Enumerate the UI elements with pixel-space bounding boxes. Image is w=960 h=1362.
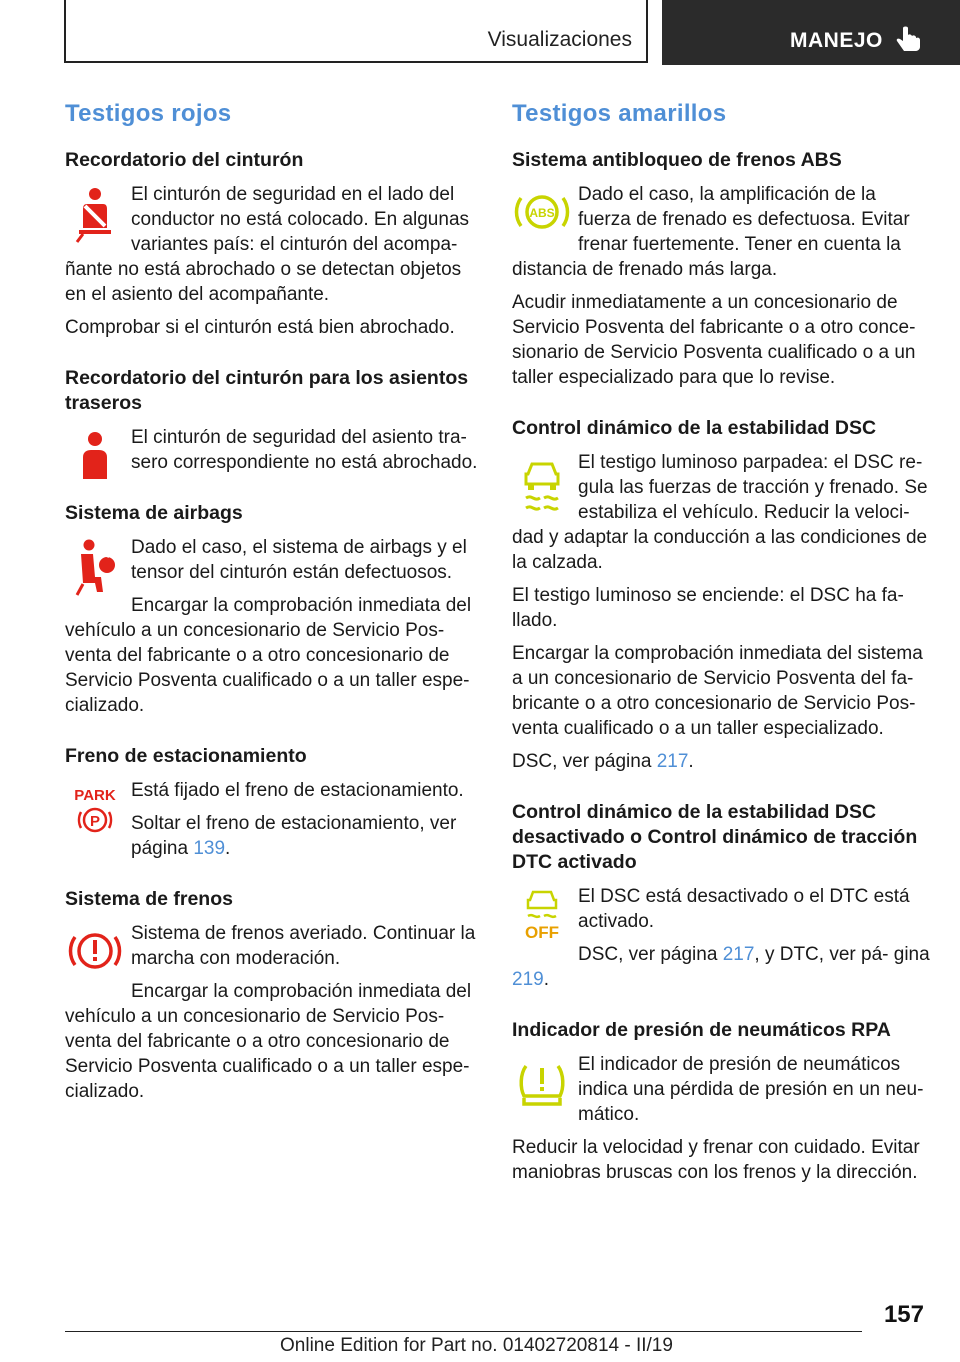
dsc-off-icon-label: OFF [525,923,559,942]
entry-text: DSC, ver página 217, y DTC, ver pá‐ gina 219. [512,944,930,990]
dsc-icon [512,452,578,518]
abs-icon-label: ABS [529,206,555,220]
entry-text: Encargar la comprobación inmediata del sistema a un concesionario de Servicio Posventa del fa‐ bricante o a otro concesionario de Servicio Pos‐ venta cualificado o a un taller especializado. [512,643,923,739]
section-box [64,0,648,63]
entry-heading: Sistema de airbags [65,502,243,524]
entry-heading: Control dinámico de la estabilidad DSC desactivado o Control dinámico de tracción DTC activado [512,801,918,873]
page-link-139[interactable]: 139 [193,838,226,859]
section-title: Visualizaciones [487,28,632,51]
footer-edition: Online Edition for Part no. 01402720814 - II/19 [280,1335,673,1356]
entry-heading: Recordatorio del cinturón [65,149,304,171]
entry-heading: Sistema antibloqueo de frenos ABS [512,149,842,171]
page-link-217[interactable]: 217 [656,751,689,772]
entry-text: Comprobar si el cinturón está bien abrochado. [65,317,455,338]
entry-seatbelt [65,148,483,340]
entry-text: Dado el caso, la amplificación de la fuerza de frenado es defectuosa. Evitar frenar fuertemente. Tener en cuenta la distancia de frenado más larga. [512,184,910,280]
entry-heading: Control dinámico de la estabilidad DSC [512,417,877,439]
entry-heading: Recordatorio del cinturón para los asientos traseros [65,367,469,414]
entry-rear-seatbelt [65,366,483,475]
page-header [0,0,960,66]
entry-text: Reducir la velocidad y frenar con cuidado. Evitar maniobras bruscas con los frenos y la dirección. [512,1137,920,1183]
entry-text: Está fijado el freno de estacionamiento. [131,780,464,801]
entry-dsc-off [512,800,930,992]
entry-heading: Freno de estacionamiento [65,745,307,767]
entry-text: Acudir inmediatamente a un concesionario de Servicio Posventa del fabricante o a otro conce‐ sionario de Servicio Posventa cualificado o a un taller especializado para que lo revise. [512,292,916,388]
section-heading-yellow: Testigos amarillos [512,100,727,127]
entry-heading: Sistema de frenos [65,888,233,910]
chapter-tab-label: MANEJO [790,29,883,52]
entry-text: El cinturón de seguridad del asiento tra‐ sero correspondiente no está abrochado. [131,427,478,473]
entry-brake-system [65,887,483,1104]
dsc-off-icon [512,886,578,952]
parking-icon-label: PARK [74,787,116,804]
entry-text: Encargar la comprobación inmediata del vehículo a un concesionario de Servicio Pos‐ venta del fabricante o a otro concesionario de Servicio Posventa cualificado o a un taller espe‐ cializado. [65,595,472,716]
entry-text: El testigo luminoso se enciende: el DSC ha fa‐ llado. [512,585,904,631]
rear-seat-occupant-icon [65,427,131,493]
entry-parking-brake [65,744,483,861]
page-number: 157 [883,1301,924,1328]
entry-text: El DSC está desactivado o el DTC está activado. [578,886,910,932]
parking-icon-letter: P [89,813,101,830]
abs-icon [512,184,578,250]
page-link-217[interactable]: 217 [722,944,755,965]
left-column [65,100,483,1130]
section-heading-red: Testigos rojos [65,100,232,127]
entry-text: El cinturón de seguridad en el lado del conductor no está colocado. En algunas variantes país: el cinturón del acompa‐ ñante no está abrochado o se detectan objetos en el asiento del acompañante. [65,184,470,305]
airbag-icon [65,537,131,603]
entry-airbag [65,501,483,718]
entry-abs [512,148,930,390]
right-column [512,100,930,1211]
entry-text: Dado el caso, el sistema de airbags y el tensor del cinturón están defectuosos. [131,537,467,583]
pointing-hand-icon [894,24,924,56]
entry-text: Sistema de frenos averiado. Continuar la marcha con moderación. [131,923,476,969]
entry-dsc [512,416,930,774]
tire-pressure-icon [512,1054,578,1120]
entry-text: El testigo luminoso parpadea: el DSC re‐ gula las fuerzas de tracción y frenado. Se estabiliza el vehículo. Reducir la veloci‐ dad y adaptar la conducción a las condiciones de la calzada. [512,452,928,573]
entry-text: El indicador de presión de neumáticos indica una pérdida de presión en un neu‐ mático. [578,1054,924,1125]
seatbelt-icon [65,184,131,250]
brake-warning-icon [65,923,131,989]
entry-heading: Indicador de presión de neumáticos RPA [512,1019,891,1041]
footer-divider [65,1331,862,1332]
parking-brake-icon [65,780,131,846]
entry-text: Encargar la comprobación inmediata del vehículo a un concesionario de Servicio Pos‐ venta del fabricante o a otro concesionario de Servicio Posventa cualificado o a un taller espe‐ cializado. [65,981,472,1102]
entry-text: Soltar el freno de estacionamiento, ver página 139. [131,813,457,859]
entry-tire-pressure [512,1018,930,1185]
entry-text: DSC, ver página 217. [512,751,694,772]
chapter-tab [662,0,960,65]
page-link-219[interactable]: 219 [512,969,544,990]
